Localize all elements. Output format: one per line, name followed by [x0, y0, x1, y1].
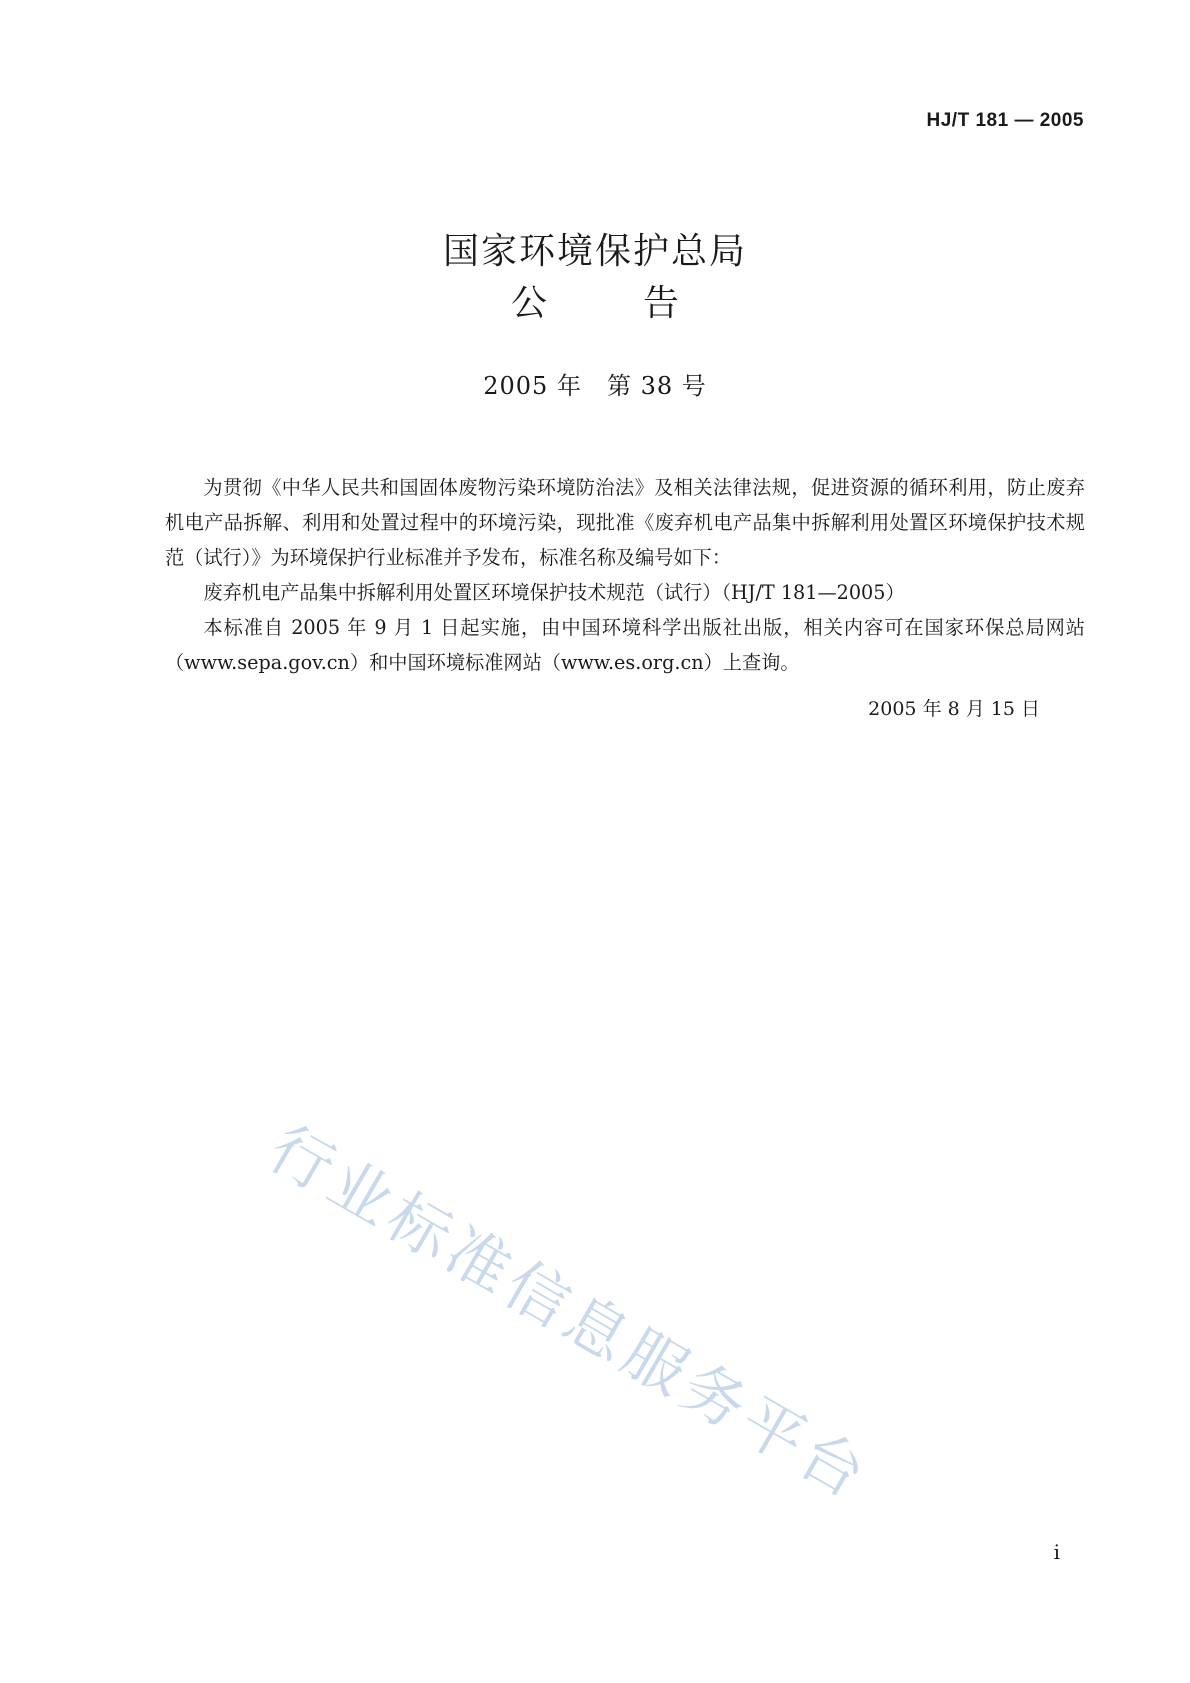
body-paragraph: 本标准自 2005 年 9 月 1 日起实施，由中国环境科学出版社出版，相关内容可在国家环保总局网站（www.sepa.gov.cn）和中国环境标准网站（www.es.org.cn）上查询。 [165, 616, 1085, 674]
page-number: i [1053, 1540, 1060, 1564]
body-paragraph: 废弃机电产品集中拆解利用处置区环境保护技术规范（试行）（HJ/T 181—2005） [203, 581, 905, 604]
watermark: 行业标准信息服务平台 [257, 1111, 883, 1515]
issue-number: 2005 年 第 38 号 [483, 372, 707, 400]
body-paragraph: 为贯彻《中华人民共和国固体废物污染环境防治法》及相关法律法规，促进资源的循环利用，防止废弃机电产品拆解、利用和处置过程中的环境污染，现批准《废弃机电产品集中拆解利用处置区环境保护技术规范（试行）》为环境保护行业标准并予发布，标准名称及编号如下： [165, 476, 1085, 569]
agency-title: 国家环境保护总局 [442, 231, 747, 272]
title-block [0, 226, 1190, 330]
issue-date: 2005 年 8 月 15 日 [868, 698, 1040, 720]
notice-body [165, 470, 1085, 680]
notice-title: 公告 [510, 283, 775, 324]
standard-code: HJ/T 181 — 2005 [926, 110, 1084, 131]
